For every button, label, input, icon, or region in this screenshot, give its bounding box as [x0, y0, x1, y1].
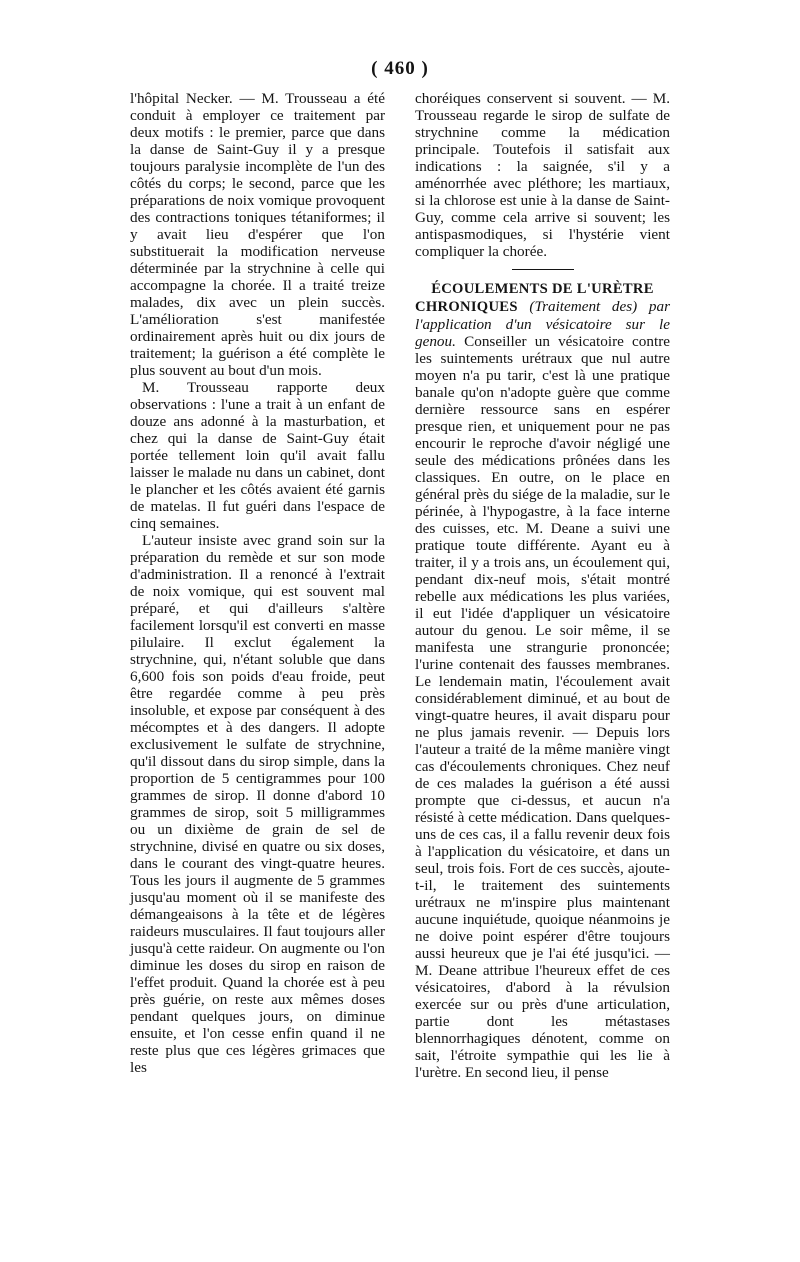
- paragraph-chorea-end: choréiques conservent si souvent. — M. Trousseau regarde le sirop de sulfate de strychnine comme la médication principale. Toutefois il satisfait aux indications : la saignée, s'il y a aménorrhée avec pléthore; les martiaux, si la chlorose est unie à la danse de Saint-Guy, comme cela arrive si souvent; les antispasmodiques, si l'hystérie vient compliquer la chorée.: [415, 90, 670, 260]
- right-column: [415, 90, 670, 1081]
- page-number: ( 460 ): [371, 58, 429, 79]
- section-divider: [512, 269, 574, 270]
- article-lead: [415, 298, 670, 1081]
- paragraph-continuation: l'hôpital Necker. — M. Trousseau a été conduit à employer ce traitement par deux motifs : le premier, parce que dans la danse de Saint-Guy il y a presque toujours paralysie incomplète de l'un des côtés du corps; le second, parce que les préparations de noix vomique provoquent des contractions toniques tétaniformes; il y avait lieu d'espérer que l'on substituerait la modification nerveuse déterminée par la strychnine à celle qui accompagne la chorée. Il a traité treize malades, dix avec un plein succès. L'amélioration s'est manifestée ordinairement après huit ou dix jours de traitement; la guérison a été complète le plus souvent au bout d'un mois.: [130, 90, 385, 379]
- article-body: Conseiller un vésicatoire contre les suintements urétraux que nul autre moyen n'a pu tarir, c'est là une pratique banale qu'on n'adopte guère que comme dernière ressource sans en espérer presque rien, et uniquement pour ne pas encourir le reproche d'avoir négligé une seule des médications prônées dans les classiques. En outre, on le place en général près du siége de la maladie, sur le périnée, à l'hypogastre, à la face interne des cuisses, etc. M. Deane a suivi une pratique toute différente. Ayant eu à traiter, il y a trois ans, un écoulement qui, pendant dix-neuf mois, s'était montré rebelle aux médications les plus variées, il eut l'idée d'appliquer un vésicatoire autour du genou. Le soir même, il se manifesta une strangurie prononcée; l'urine contenait des fausses membranes. Le lendemain matin, l'écoulement avait considérablement diminué, et au bout de vingt-quatre heures, il avait disparu pour ne plus jamais revenir. — Depuis lors l'auteur a traité de la même manière vingt cas d'écoulements chroniques. Chez neuf de ces malades la guérison a été aussi prompte que ci-dessus, et aucun n'a résisté à cette médication. Dans quelques-uns de ces cas, il a fallu revenir deux fois à l'application du vésicatoire, et dans un seul, trois fois. Fort de ces succès, ajoute-t-il, le traitement des suintements urétraux ne m'inspire plus maintenant aucune inquiétude, quoique néanmoins je ne doive point espérer d'être toujours aussi heureux que je l'ai été jusqu'ici. — M. Deane attribue l'heureux effet de ces vésicatoires, d'abord à la révulsion exercée sur ou près d'une articulation, partie dont les métastases blennorrhagiques dénotent, comme on sait, l'étroite sympathie qui les lie à l'urètre. En second lieu, il pense: [415, 333, 670, 1081]
- article-heading: ÉCOULEMENTS DE L'URÈTRE: [431, 281, 654, 297]
- article-subtitle: (Traitement des) par l'application d'un vésicatoire sur le genou.: [415, 298, 670, 350]
- paragraph-observations: M. Trousseau rapporte deux observations : l'une a trait à un enfant de douze ans adonné à la masturbation, et chez qui la danse de Saint-Guy était portée tellement loin qu'il avait fallu laisser le malade nu dans un cabinet, dont le plancher et les côtés avaient été garnis de matelas. Il fut guéri dans l'espace de cinq semaines.: [130, 379, 385, 532]
- paragraph-preparation: L'auteur insiste avec grand soin sur la préparation du remède et sur son mode d'administration. Il a renoncé à l'extrait de noix vomique, qui est souvent mal préparé, et qui d'ailleurs s'altère facilement lorsqu'il est converti en masse pilulaire. Il exclut également la strychnine, qui, n'étant soluble que dans 6,600 fois son poids d'eau froide, peut être regardée comme à peu près insoluble, et expose par conséquent à des mécomptes et à des dangers. Il adopte exclusivement le sulfate de strychnine, qu'il dissout dans du sirop simple, dans la proportion de 5 centigrammes pour 100 grammes de sirop. Il donne d'abord 10 grammes de sirop, soit 5 milligrammes ou un dixième de grain de sel de strychnine, divisé en quatre ou six doses, dans le courant des vingt-quatre heures. Tous les jours il augmente de 5 grammes jusqu'au moment où il se manifeste des démangeaisons à la tête et de légères raideurs musculaires. Il faut toujours aller jusqu'à cette raideur. On augmente ou l'on diminue les doses du sirop en raison de l'effet produit. Quand la chorée est à peu près guérie, on reste aux mêmes doses pendant quelques jours, on diminue ensuite, et l'on cesse enfin quand il ne reste plus que ces légères grimaces que les: [130, 532, 385, 1076]
- article-heading-cont: CHRONIQUES: [415, 299, 518, 315]
- left-column: [130, 90, 385, 1076]
